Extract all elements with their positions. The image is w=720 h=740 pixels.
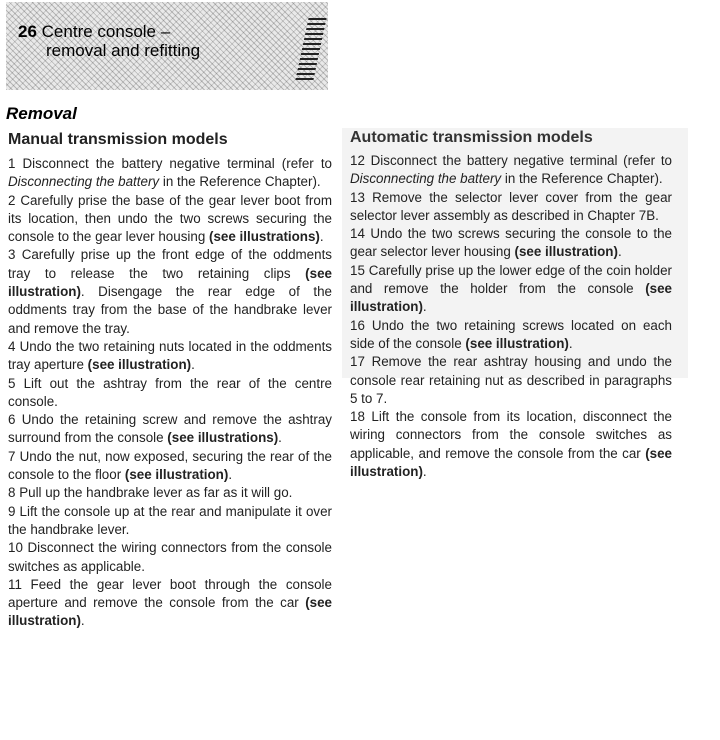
manual-models-heading: Manual transmission models (8, 131, 228, 148)
section-banner (6, 2, 328, 90)
step-text-end: . (422, 299, 427, 315)
step-paragraph (8, 338, 332, 375)
step-number: 18 (350, 409, 365, 425)
step-text: Remove the rear ashtray housing and undo the console rear retaining nut as described in paragraphs 5 to 7. (350, 354, 672, 406)
step-number: 10 (8, 540, 23, 556)
step-text: Remove the selector lever cover from the gear selector lever assembly as described in Chapter 7B. (350, 189, 672, 223)
step-text: Carefully prise up the lower edge of the coin holder and remove the holder from the console (350, 262, 672, 297)
step-number: 7 (8, 448, 16, 464)
step-number: 8 (8, 485, 16, 501)
step-text-end: . (80, 613, 85, 629)
step-paragraph (8, 375, 332, 412)
step-number: 16 (350, 317, 365, 333)
step-text-end: in the Reference Chapter). (162, 174, 321, 190)
illustration-ref: (see illustration) (124, 467, 229, 483)
step-paragraph (350, 152, 672, 189)
step-text-end: . (228, 467, 233, 483)
step-paragraph (350, 225, 672, 262)
step-number: 5 (8, 375, 16, 391)
right-paragraphs (350, 152, 672, 481)
step-text-end: in the Reference Chapter). (504, 171, 663, 187)
step-text-end: . (191, 357, 195, 373)
step-italic-ref: Disconnecting the battery (8, 174, 160, 190)
section-title (18, 22, 200, 60)
step-text-end: . (278, 430, 282, 446)
step-number: 13 (350, 189, 365, 205)
step-text-end: . (319, 229, 324, 245)
automatic-models-heading: Automatic transmission models (350, 129, 593, 146)
step-text: Disconnect the wiring connectors from the console switches as applicable. (8, 540, 332, 574)
step-number: 4 (8, 338, 16, 354)
step-number: 17 (350, 354, 365, 370)
illustration-ref: (see illustrations) (167, 430, 279, 446)
step-text: Disconnect the battery negative terminal (refer to (22, 156, 332, 171)
step-text: Undo the nut, now exposed, securing the rear of the console to the floor (8, 448, 332, 483)
step-text: Undo the two screws securing the console to the gear selector lever housing (350, 226, 672, 260)
step-paragraph (8, 411, 332, 448)
step-paragraph (8, 576, 332, 631)
step-paragraph (8, 246, 332, 337)
removal-heading: Removal (6, 104, 77, 123)
step-text-end: . (422, 464, 427, 480)
section-title-line2: removal and refitting (46, 41, 201, 60)
illustration-ref: (see illustration) (465, 335, 569, 351)
left-paragraphs (8, 155, 332, 631)
step-paragraph (8, 448, 332, 485)
section-number: 26 (18, 22, 37, 41)
step-number: 2 (8, 192, 16, 208)
illustration-ref: (see illustration) (350, 281, 672, 315)
step-text: Carefully prise up the front edge of the oddments tray to release the two retaining clips (8, 247, 332, 281)
section-title-line1: Centre console – (41, 22, 171, 41)
illustration-ref: (see illustration) (350, 445, 672, 480)
step-text: Lift out the ashtray from the rear of the centre console. (8, 375, 332, 409)
step-number: 3 (8, 247, 16, 263)
step-text: Lift the console from its location, disconnect the wiring connectors from the console switches as applicable, and remove the console from the car (350, 409, 672, 461)
step-paragraph (8, 503, 332, 540)
illustration-ref: (see illustration) (87, 357, 192, 373)
illustration-ref: (see illustration) (514, 244, 618, 260)
step-text: Lift the console up at the rear and manipulate it over the handbrake lever. (8, 503, 332, 537)
step-text: Feed the gear lever boot through the console aperture and remove the console from the car (8, 576, 332, 611)
step-text-end: . (617, 244, 622, 260)
step-text: Undo the two retaining screws located on each side of the console (350, 317, 672, 351)
step-number: 15 (350, 262, 365, 278)
step-paragraph (350, 317, 672, 354)
step-paragraph (8, 192, 332, 247)
step-text: Undo the two retaining nuts located in the oddments tray aperture (8, 338, 332, 373)
step-text-end: . Disengage the rear edge of the oddments tray from the base of the handbrake lever and remove the tray. (8, 284, 332, 336)
step-paragraph (8, 539, 332, 576)
step-paragraph (8, 484, 332, 502)
step-number: 12 (350, 153, 365, 168)
step-number: 1 (8, 156, 16, 171)
step-number: 11 (8, 576, 22, 592)
step-number: 6 (8, 412, 16, 428)
step-text-end: . (568, 335, 573, 351)
step-paragraph (350, 189, 672, 226)
step-paragraph (350, 353, 672, 408)
step-text: Pull up the handbrake lever as far as it will go. (19, 485, 293, 501)
publisher-logo (295, 18, 326, 80)
right-column (350, 128, 672, 481)
illustration-ref: (see illustrations) (209, 229, 320, 245)
step-paragraph (350, 408, 672, 481)
step-number: 14 (350, 226, 365, 242)
step-italic-ref: Disconnecting the battery (350, 171, 502, 187)
step-paragraph (350, 262, 672, 317)
step-text: Disconnect the battery negative terminal (refer to (370, 153, 672, 168)
left-column (8, 130, 332, 631)
illustration-ref: (see illustration) (8, 265, 332, 300)
step-text: Carefully prise the base of the gear lever boot from its location, then undo the two screws securing the console to the gear lever housing (8, 192, 332, 245)
illustration-ref: (see illustration) (8, 595, 332, 629)
step-number: 9 (8, 503, 16, 519)
step-paragraph (8, 155, 332, 192)
step-text: Undo the retaining screw and remove the ashtray surround from the console (8, 412, 332, 446)
